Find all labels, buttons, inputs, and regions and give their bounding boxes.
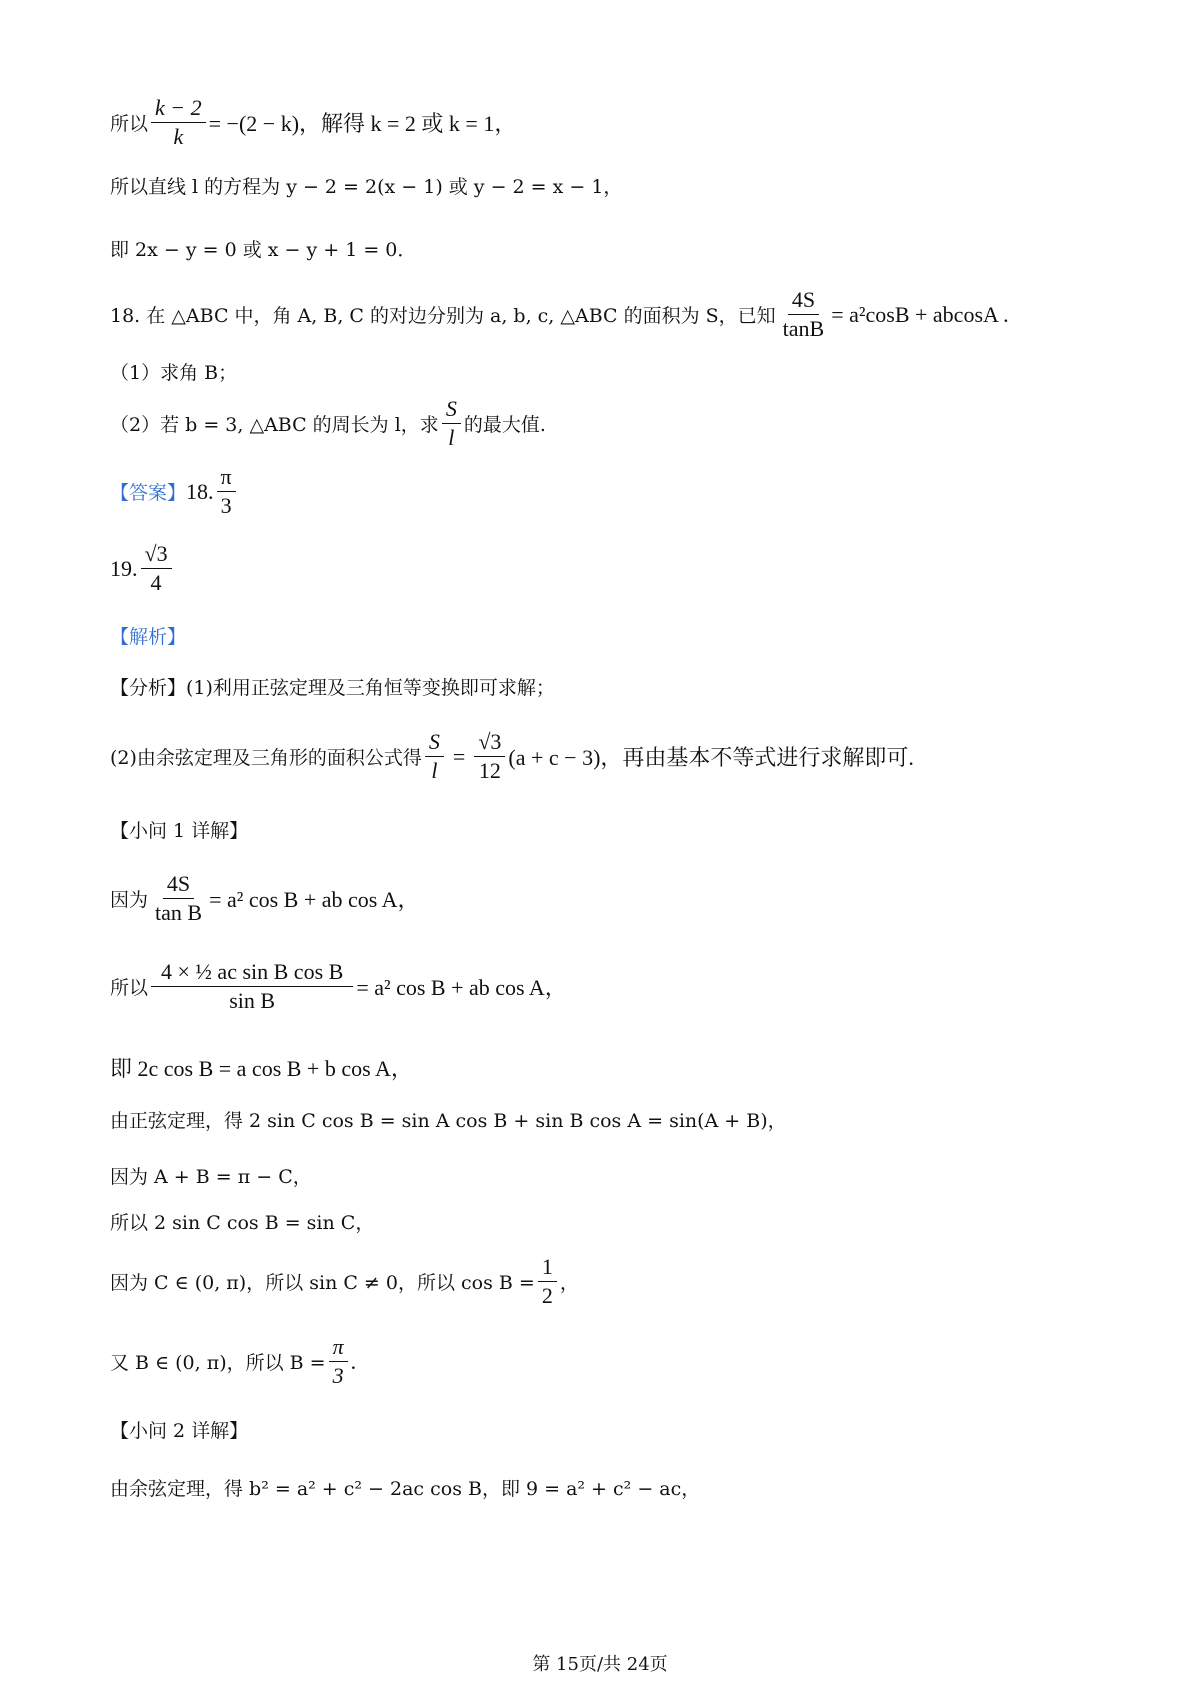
step-angle-sum [110,1162,312,1189]
line-post: 的最大值. [463,414,546,437]
step-simplify [110,1052,413,1083]
fraction-numerator: π [217,465,236,492]
equals-sign: = [452,743,466,769]
line-text: 因为 A + B = π − C， [110,1166,312,1188]
fraction-numerator: S [425,730,444,757]
line-text: 所以 2 sin C cos B = sin C， [110,1212,375,1234]
fraction-numerator: 4 × ½ ac sin B cos B [151,960,353,987]
line-post: ， [559,1272,579,1295]
fraction-numerator: k − 2 [151,96,206,123]
line-pre: 因为 C ∈ (0, π)，所以 sin C ≠ 0，所以 cos B = [110,1272,535,1295]
answer-line-18 [110,465,239,518]
fraction-numerator: 4S [788,288,819,315]
step-sine-rule [110,1106,787,1133]
line-post: = a² cos B + ab cos A， [209,887,420,913]
line-text: 即 2c cos B = a cos B + b cos A， [110,1056,413,1081]
fraction-s-over-l [442,397,461,450]
line-text: （1）求角 B； [110,362,238,384]
fraction-numerator: 1 [538,1255,557,1282]
line-post: (a + c − 3)，再由基本不等式进行求解即可. [508,745,914,771]
page-footer: 第 15页/共 24页 [532,1654,668,1675]
analysis-summary [110,673,555,700]
line-text: 即 2x − y = 0 或 x − y + 1 = 0． [110,239,417,261]
answer-line-19 [110,542,175,595]
fraction-sqrt3-over-12 [474,730,505,783]
line-pre: (2)由余弦定理及三角形的面积公式得 [110,747,422,770]
line-pre: 所以 [110,113,149,136]
line-post: = a²cosB + abcosA . [831,301,1009,327]
fraction-pi-over-3 [329,1335,348,1388]
step-conclusion-b [110,1335,356,1388]
fraction-one-half [538,1255,557,1308]
line-post: = a² cos B + ab cos A， [356,975,567,1001]
answer-label: 【答案】 [110,482,187,505]
sub-question-2-heading [110,1416,248,1443]
line-text: 所以直线 l 的方程为 y − 2 = 2(x − 1) 或 y − 2 = x − 1， [110,176,623,198]
problem-18-statement [110,288,1009,341]
fraction-denominator: 3 [220,493,232,519]
fraction-sqrt3-over-4 [141,542,172,595]
fraction-denominator: l [431,758,438,784]
line-pre: （2）若 b = 3, △ABC 的周长为 l，求 [110,414,439,437]
fraction-s-over-l [425,730,444,783]
fraction-denominator: k [173,124,184,150]
analysis-label: 【解析】 [110,626,187,648]
step-given-equation [110,872,420,925]
line-pre: 18. 在 △ABC 中，角 A, B, C 的对边分别为 a, b, c, △ABC 的面积为 S，已知 [110,305,776,328]
step-substitute-area [110,960,567,1013]
step-sin-c [110,1208,374,1235]
line-pre: 所以 [110,977,149,1000]
fraction-numerator: 4S [163,872,194,899]
line-post: . [350,1348,357,1374]
line-text: 由余弦定理，得 b² = a² + c² − 2ac cos B，即 9 = a² + c² − ac， [110,1478,701,1500]
solution-line-result [110,235,416,262]
analysis-part-2 [110,730,914,783]
fraction-4s-tanb [779,288,829,341]
fraction-area-over-sinb [151,960,353,1013]
line-pre: 又 B ∈ (0, π)，所以 B = [110,1352,326,1375]
fraction-k [151,96,206,149]
analysis-heading [110,622,186,649]
line-pre: 因为 [110,889,149,912]
line-text: 【小问 2 详解】 [110,1420,249,1442]
step-cosine-rule [110,1474,700,1501]
problem-18-part-1 [110,358,237,385]
fraction-denominator: 3 [332,1363,344,1389]
fraction-numerator: √3 [141,542,172,569]
line-text: 【小问 1 详解】 [110,820,249,842]
solution-line-line-equation [110,172,622,199]
problem-18-part-2 [110,397,546,450]
line-text: 由正弦定理，得 2 sin C cos B = sin A cos B + sin B cos A = sin(A + B)， [110,1110,787,1132]
fraction-4s-tanb [151,872,206,925]
fraction-numerator: √3 [474,730,505,757]
sub-question-1-heading [110,816,248,843]
fraction-numerator: S [442,397,461,424]
fraction-denominator: l [448,425,455,451]
fraction-denominator: 2 [541,1283,553,1309]
fraction-denominator: tanB [782,316,825,342]
fraction-denominator: 4 [150,570,162,596]
fraction-denominator: 12 [478,758,501,784]
solution-line-k-equation [110,96,516,149]
line-post: = −(2 − k)，解得 k = 2 或 k = 1， [208,111,517,137]
line-pre: 19. [110,555,138,581]
fraction-numerator: π [329,1335,348,1362]
fraction-denominator: sin B [229,988,276,1014]
line-pre: 18. [186,478,214,504]
fraction-denominator: tan B [155,900,203,926]
step-cos-b [110,1255,579,1308]
line-text: 【分析】(1)利用正弦定理及三角恒等变换即可求解； [110,677,555,699]
fraction-pi-over-3 [217,465,236,518]
